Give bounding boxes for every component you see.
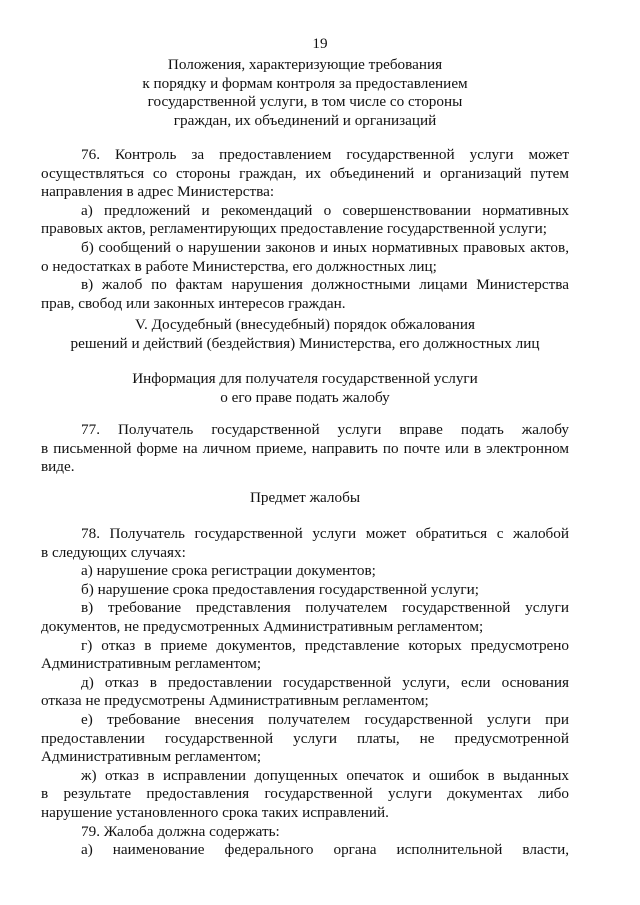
paragraph-76 xyxy=(41,146,569,313)
text-line: в) жалоб по фактам нарушения должностными лицами Министерства xyxy=(81,276,569,294)
heading-line: государственной услуги, в том числе со стороны xyxy=(147,93,463,111)
text-line: д) отказ в предоставлении государственной услуги, если основания xyxy=(81,673,569,691)
text-line: Административным регламентом; xyxy=(41,748,262,766)
heading-line: о его праве подать жалобу xyxy=(220,388,390,406)
text-line: документов, не предусмотренных Административным регламентом; xyxy=(41,617,484,635)
text-line: нарушение установленного срока таких исправлений. xyxy=(41,803,389,821)
text-line: в следующих случаях: xyxy=(41,543,186,561)
text-line: предоставлении государственной услуги платы, не предусмотренной xyxy=(41,729,569,747)
heading-line: граждан, их объединений и организаций xyxy=(173,111,437,129)
subject-heading: Предмет жалобы xyxy=(249,489,361,506)
text-line: г) отказ в приеме документов, представление которых предусмотрено xyxy=(81,636,569,654)
section-heading xyxy=(41,56,569,130)
section-v-heading xyxy=(41,316,569,353)
text-line: а) нарушение срока регистрации документов; xyxy=(81,562,376,580)
text-line: а) предложений и рекомендаций о совершенствовании нормативных xyxy=(81,201,569,219)
text-line: осуществляться со стороны граждан, их объединений и организаций путем xyxy=(41,164,569,182)
text-line: 76. Контроль за предоставлением государственной услуги может xyxy=(81,146,569,163)
text-line: направления в адрес Министерства: xyxy=(41,183,275,201)
heading-line: V. Досудебный (внесудебный) порядок обжалования xyxy=(135,316,475,333)
text-line: о недостатках в работе Министерства, его должностных лиц; xyxy=(41,257,437,275)
text-line: 78. Получатель государственной услуги может обратиться с жалобой xyxy=(81,525,569,542)
text-line: 79. Жалоба должна содержать: xyxy=(81,822,280,840)
text-line: б) сообщений о нарушении законов и иных нормативных правовых актов, xyxy=(81,238,569,256)
text-line: ж) отказ в исправлении допущенных опечаток и ошибок в выданных xyxy=(81,766,569,784)
heading-line: к порядку и формам контроля за предоставлением xyxy=(142,74,468,92)
text-line: а) наименование федерального органа исполнительной власти, xyxy=(81,841,569,859)
text-line: 77. Получатель государственной услуги вправе подать жалобу xyxy=(81,421,569,438)
text-line: Административным регламентом; xyxy=(41,655,262,673)
text-line: б) нарушение срока предоставления государственной услуги; xyxy=(81,580,479,598)
paragraph-78 xyxy=(41,525,569,860)
heading-line: Положения, характеризующие требования xyxy=(167,56,443,73)
text-line: в письменной форме на личном приеме, направить по почте или в электронном xyxy=(41,439,569,457)
text-line: отказа не предусмотрены Административным регламентом; xyxy=(41,692,429,710)
text-line: правовых актов, регламентирующих предоставление государственной услуги; xyxy=(41,220,547,238)
heading-line: Информация для получателя государственной услуги xyxy=(132,370,478,387)
info-heading xyxy=(41,370,569,407)
paragraph-77 xyxy=(41,421,569,477)
text-line: в результате предоставления государственной услуги документах либо xyxy=(41,785,569,803)
text-line: прав, свобод или законных интересов граждан. xyxy=(41,294,346,312)
text-line: в) требование представления получателем государственной услуги xyxy=(81,599,569,617)
text-line: виде. xyxy=(41,458,75,476)
page-number: 19 xyxy=(312,35,328,52)
heading-line: решений и действий (бездействия) Министерства, его должностных лиц xyxy=(70,334,540,352)
text-line: е) требование внесения получателем государственной услуги при xyxy=(81,710,569,728)
